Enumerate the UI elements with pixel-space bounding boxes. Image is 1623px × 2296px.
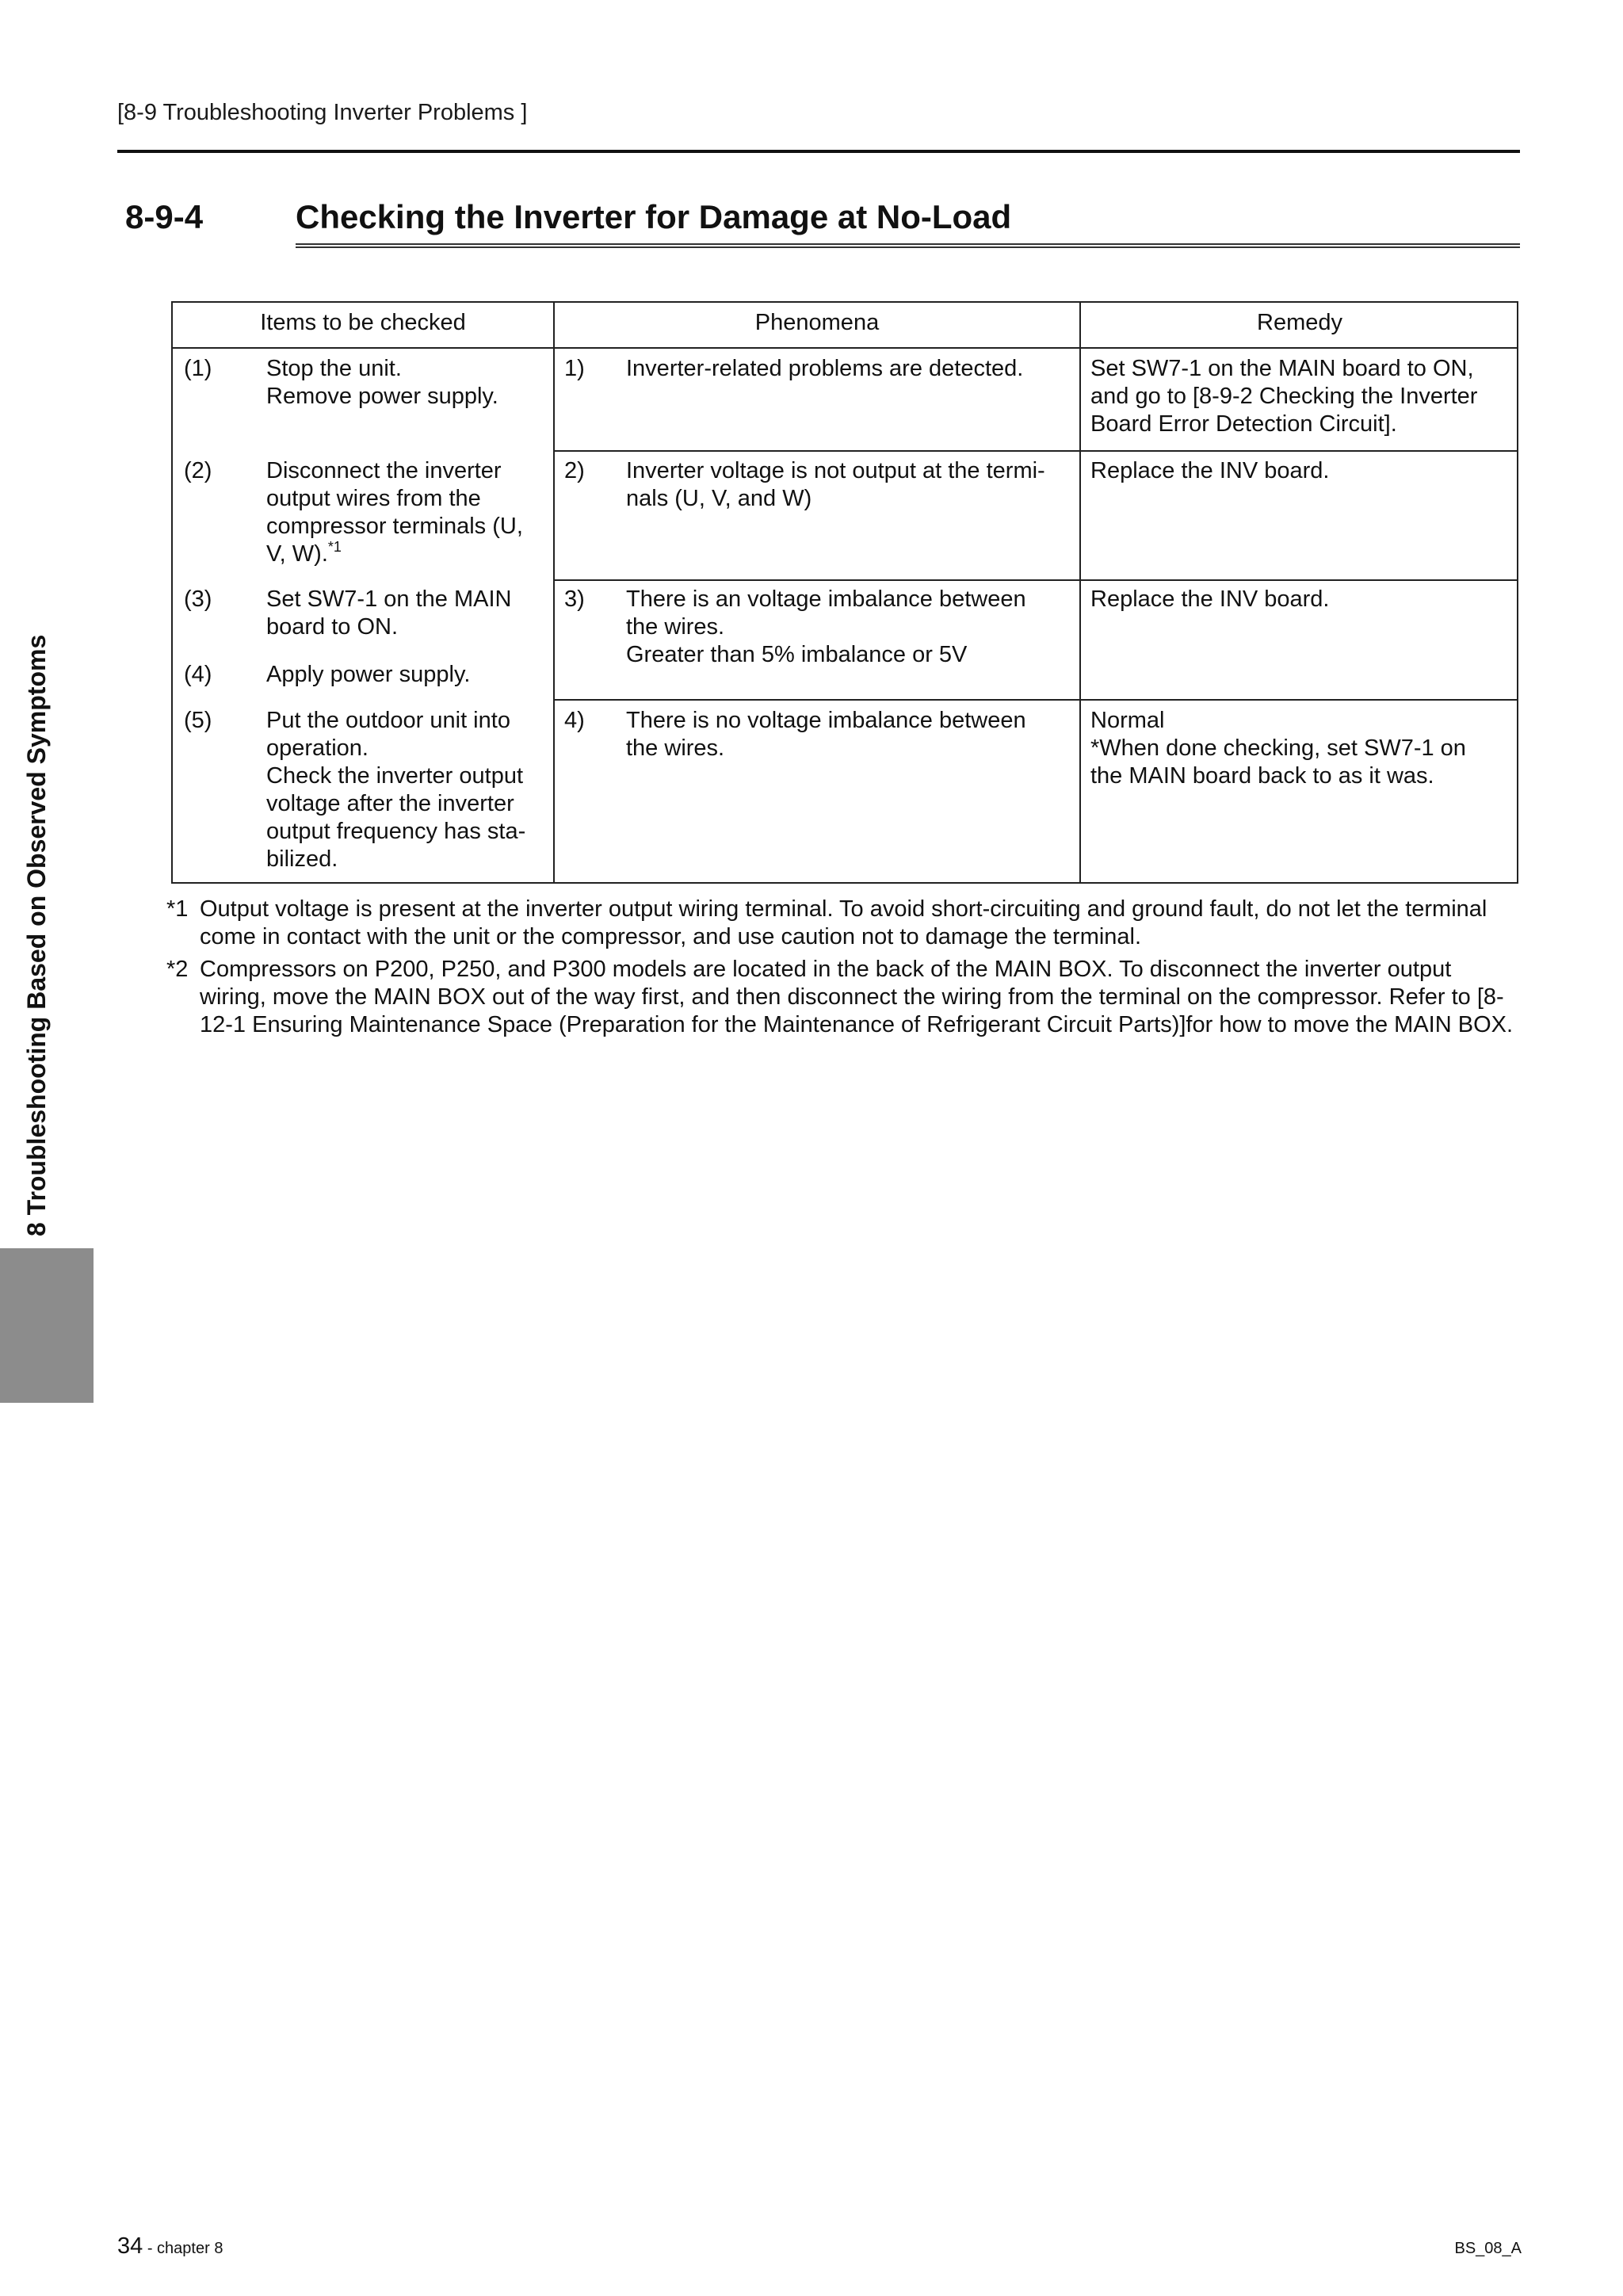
remedy-cell: Normal *When done checking, set SW7-1 on the MAIN board back to as it was. (1090, 708, 1466, 789)
footnotes (166, 896, 1522, 1044)
running-header: [8-9 Troubleshooting Inverter Problems ] (117, 100, 528, 125)
title-double-rule (296, 243, 1520, 248)
header-remedy: Remedy (1257, 310, 1342, 335)
footnote-1: *1 Output voltage is present at the inverter output wiring terminal. To avoid short-circuiting and ground fault, do not let the terminal come in contact with the unit or the compressor, and use caution not to damage the terminal. (166, 896, 1487, 949)
row-divider-2 (553, 579, 1517, 581)
header-divider (173, 347, 1517, 349)
footnote-ref: *1 (327, 539, 342, 555)
header-phenomena: Phenomena (754, 310, 880, 335)
page-number: 34 (117, 2233, 143, 2259)
remedy-cell: Replace the INV board. (1090, 586, 1330, 612)
header-rule (117, 150, 1520, 153)
footnote-2: *2 Compressors on P200, P250, and P300 models are located in the back of the MAIN BOX. To disconnect the inverter output wiring, move the MAIN BOX out of the way first, and then disconnect the wiring from the terminal on the compressor. Refer to [8-12-1 Ensuring Maintenance Space (Preparation for the Maintenance of Refrigerant Circuit Parts)]for how to move the MAIN BOX. (166, 957, 1514, 1037)
section-number: 8-9-4 (125, 198, 204, 235)
chapter-tab (0, 1248, 94, 1403)
row-divider-3 (553, 699, 1517, 701)
section-title: Checking the Inverter for Damage at No-Load (296, 198, 1012, 235)
document-code: BS_08_A (1454, 2240, 1522, 2257)
chapter-side-label: 8 Troubleshooting Based on Observed Symptoms (22, 634, 51, 1236)
row-divider-1 (553, 450, 1517, 452)
header-items: Items to be checked (260, 310, 466, 335)
check-table: Items to be checked Phenomena Remedy (1) Stop the unit. Remove power supply. (2) Disconnect the inverter output wires from the compressor terminals (U, V, W).$^{*1}$ (3) Set SW7-1 on the MAIN board to ON. (4) Apply power supply. (5) Put the outdoor unit into operation. Check the inverter output voltage after the inverter output frequency has sta- bilized. 1) Inverter-related problems are detected. Set SW7-1 on the MAIN board to ON, and go to [8-9-2 Checking the Inverter Board Error Detection Circuit]. 2) Inverter voltage is not output at the termi- nals (U, V, and W) Replace the INV board. 3) There is an voltage imbalance between the wires. Greater than 5% imbalance or 5V Replace the INV board. 4) There is no voltage imbalance between the wires. Normal *When done checking, set SW7-1 on the MAIN board back to as it was. (171, 301, 1518, 884)
chapter-label: chapter 8 (157, 2240, 223, 2257)
col-divider-1 (553, 303, 555, 882)
remedy-cell: Set SW7-1 on the MAIN board to ON, and go to [8-9-2 Checking the Inverter Board Error Detection Circuit]. (1090, 356, 1478, 437)
page-footer: 34 - chapter 8 (117, 2233, 223, 2259)
remedy-cell: Replace the INV board. (1090, 458, 1330, 483)
col-divider-2 (1079, 303, 1081, 882)
